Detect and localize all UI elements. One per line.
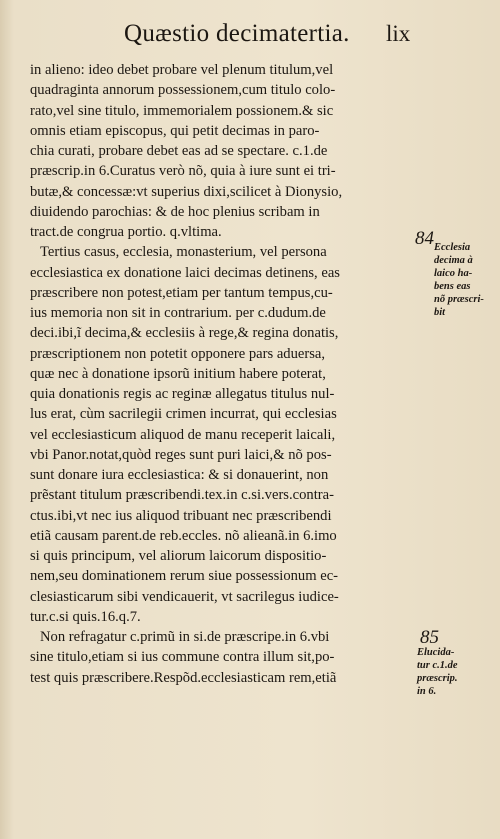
margin-note-line: decima à <box>434 255 473 266</box>
text-line: ius memoria non sit in contrarium. per c.dudum.de <box>30 305 326 321</box>
text-line: præscrip.in 6.Curatus verò nõ, quia à iure sunt ei tri- <box>30 163 336 180</box>
margin-note-elucidatur <box>417 646 458 698</box>
text-line: in alieno: ideo debet probare vel plenum titulum,vel <box>30 62 334 78</box>
text-line: clesiasticarum sibi vendicauerit, vt sacrilegus iudice- <box>30 588 339 605</box>
text-line: diuidendo parochias: & de hoc plenius scribam in <box>30 203 320 220</box>
margin-note-line: laico ha- <box>434 268 473 279</box>
text-line: quadraginta annorum possessionem,cum titulo colo- <box>30 82 336 99</box>
margin-note-line: tur c.1.de <box>417 660 458 671</box>
margin-note-line: bens eas <box>434 281 471 292</box>
text-line: vel ecclesiasticum aliquod de manu receperit laicali, <box>30 426 336 443</box>
margin-note-ecclesia <box>434 241 484 319</box>
text-line: Non refragatur c.primũ in si.de præscripe.in 6.vbi <box>40 629 330 645</box>
text-line: præscribere non potest,etiam per tantum tempus,cu- <box>30 284 333 301</box>
text-line: quia donationis regis ac reginæ allegatus titulus nul- <box>30 386 335 402</box>
text-line: si quis principum, vel aliorum laicorum dispositio- <box>30 548 327 564</box>
text-line: deci.ibi,ĩ decima,& ecclesiis à rege,& regina donatis, <box>30 325 339 342</box>
text-line: tur.c.si quis.16.q.7. <box>30 608 141 625</box>
text-line: rato,vel sine titulo, immemorialem possionem.& sic <box>30 102 334 119</box>
main-text-block <box>30 60 410 688</box>
text-line: prẽstant titulum præscribendi.tex.in c.si.vers.contra- <box>30 487 334 504</box>
margin-note-line: in 6. <box>417 686 437 697</box>
page-header <box>0 14 500 48</box>
margin-note-line: præscrip. <box>417 673 458 684</box>
text-line: ecclesiastica ex donatione laici decimas detinens, eas <box>30 264 340 281</box>
text-line: butæ,& concessæ:vt superius dixi,scilicet à Dionysio, <box>30 183 343 200</box>
text-line: sunt donare iura ecclesiastica: & si donauerint, non <box>30 467 329 483</box>
margin-note-line: Elucida- <box>417 647 455 658</box>
margin-note-line: Ecclesia <box>434 242 471 253</box>
text-line: præscriptionem non potetit opponere pars aduersa, <box>30 345 326 362</box>
text-line: chia curati, probare debet eas ad se spectare. c.1.de <box>30 143 328 159</box>
folio-number: lix <box>386 21 411 46</box>
margin-number-84: 84 <box>415 228 434 249</box>
text-line: omnis etiam episcopus, qui petit decimas in paro- <box>30 122 320 139</box>
margin-number-85: 85 <box>420 627 439 648</box>
margin-note-line: nõ præscri- <box>434 294 484 305</box>
text-line: ctus.ibi,vt nec ius aliquod tribuant nec præscribendi <box>30 507 332 524</box>
text-line: sine titulo,etiam si ius commune contra illum sit,po- <box>30 649 335 666</box>
text-line: test quis præscribere.Respõd.ecclesiasticam rem,etiã <box>30 669 337 686</box>
running-head: Quæstio decimatertia. <box>124 20 350 47</box>
margin-note-line: bit <box>434 307 446 318</box>
text-line: quæ nec à donatione ipsorũ initium habere poterat, <box>30 365 326 382</box>
text-line: etiã causam parent.de reb.eccles. nõ alieanã.in 6.imo <box>30 527 337 544</box>
text-line: tract.de congrua portio. q.vltima. <box>30 224 222 240</box>
text-line: nem,seu dominationem rerum siue possessionum ec- <box>30 568 339 585</box>
text-line: lus erat, cùm sacrilegii crimen incurrat, qui ecclesias <box>30 406 337 423</box>
text-line: vbi Panor.notat,quòd reges sunt puri laici,& nõ pos- <box>30 446 332 463</box>
text-line: Tertius casus, ecclesia, monasterium, vel persona <box>40 244 327 261</box>
